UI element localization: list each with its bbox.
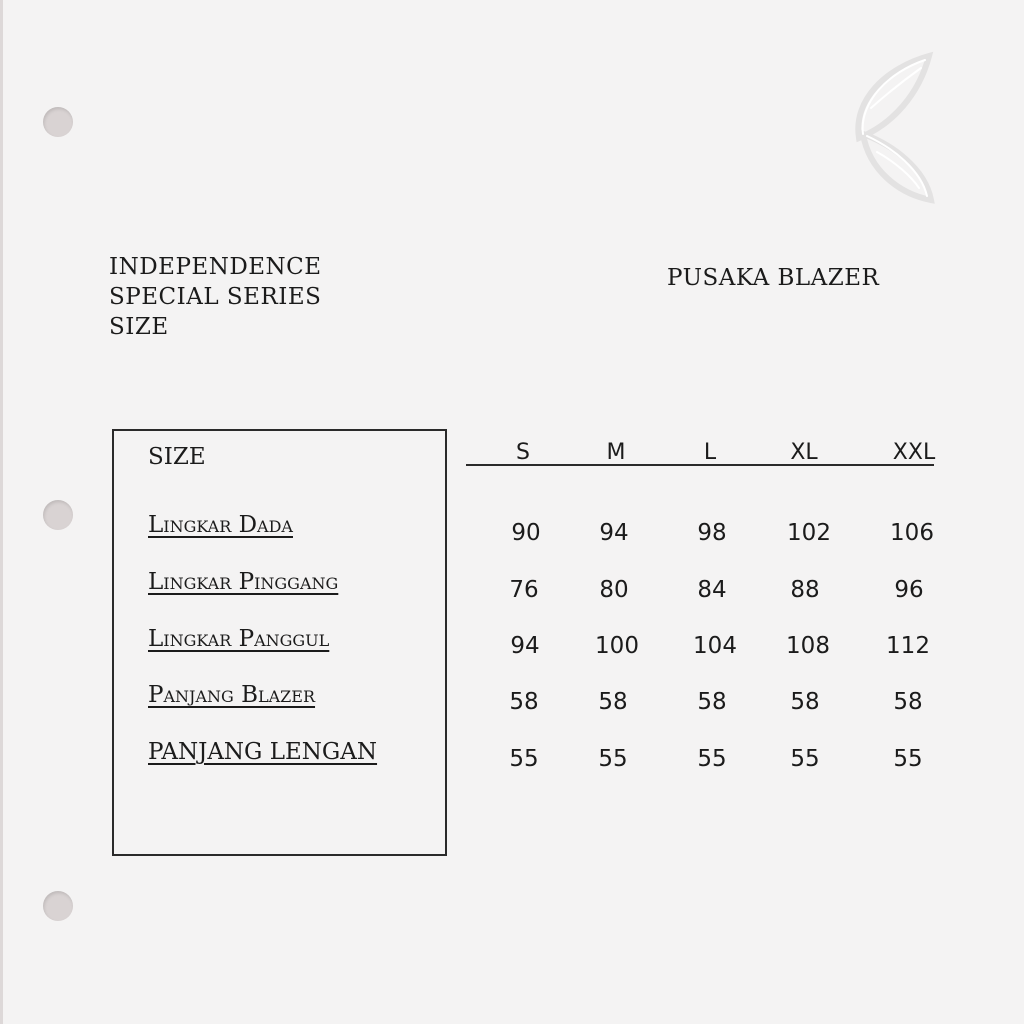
- row-label-panjang-lengan: PANJANG LENGAN: [148, 739, 378, 765]
- row-label-panjang-blazer: Panjang Blazer: [148, 682, 316, 708]
- column-header-xxl: XXL: [892, 440, 936, 465]
- binder-hole: [43, 107, 73, 137]
- table-cell: 80: [599, 577, 629, 603]
- row-label-lingkar-pinggang: Lingkar Pinggang: [148, 569, 339, 595]
- table-cell: 108: [786, 633, 830, 659]
- table-cell: 106: [890, 520, 934, 546]
- table-cell: 55: [598, 746, 628, 772]
- row-label-lingkar-panggul: Lingkar Panggul: [148, 626, 330, 652]
- column-header-xl: XL: [790, 440, 818, 465]
- table-cell: 112: [886, 633, 930, 659]
- table-cell: 94: [599, 520, 629, 546]
- table-cell: 55: [893, 746, 923, 772]
- table-cell: 55: [509, 746, 539, 772]
- table-cell: 90: [511, 520, 541, 546]
- table-cell: 58: [697, 689, 727, 715]
- table-cell: 55: [697, 746, 727, 772]
- table-cell: 84: [697, 577, 727, 603]
- column-header-l: L: [703, 440, 717, 465]
- product-title: PUSAKA BLAZER: [667, 265, 880, 291]
- table-cell: 94: [510, 633, 540, 659]
- series-title-line: SPECIAL SERIES: [109, 284, 322, 310]
- row-label-lingkar-dada: Lingkar Dada: [148, 512, 293, 538]
- series-title-line: SIZE: [109, 314, 169, 340]
- series-title-line: INDEPENDENCE: [109, 254, 322, 280]
- column-header-m: M: [606, 440, 626, 465]
- table-cell: 55: [790, 746, 820, 772]
- table-cell: 58: [893, 689, 923, 715]
- binder-hole: [43, 891, 73, 921]
- binder-hole: [43, 500, 73, 530]
- table-cell: 98: [697, 520, 727, 546]
- size-corner-label: SIZE: [148, 444, 206, 470]
- embossed-leaf-logo-icon: [841, 48, 941, 208]
- table-cell: 96: [894, 577, 924, 603]
- table-cell: 102: [787, 520, 831, 546]
- table-cell: 58: [509, 689, 539, 715]
- table-cell: 58: [790, 689, 820, 715]
- table-cell: 76: [509, 577, 539, 603]
- column-header-s: S: [516, 440, 530, 465]
- table-cell: 100: [595, 633, 639, 659]
- table-cell: 58: [598, 689, 628, 715]
- table-cell: 88: [790, 577, 820, 603]
- series-title: [109, 252, 322, 342]
- table-cell: 104: [693, 633, 737, 659]
